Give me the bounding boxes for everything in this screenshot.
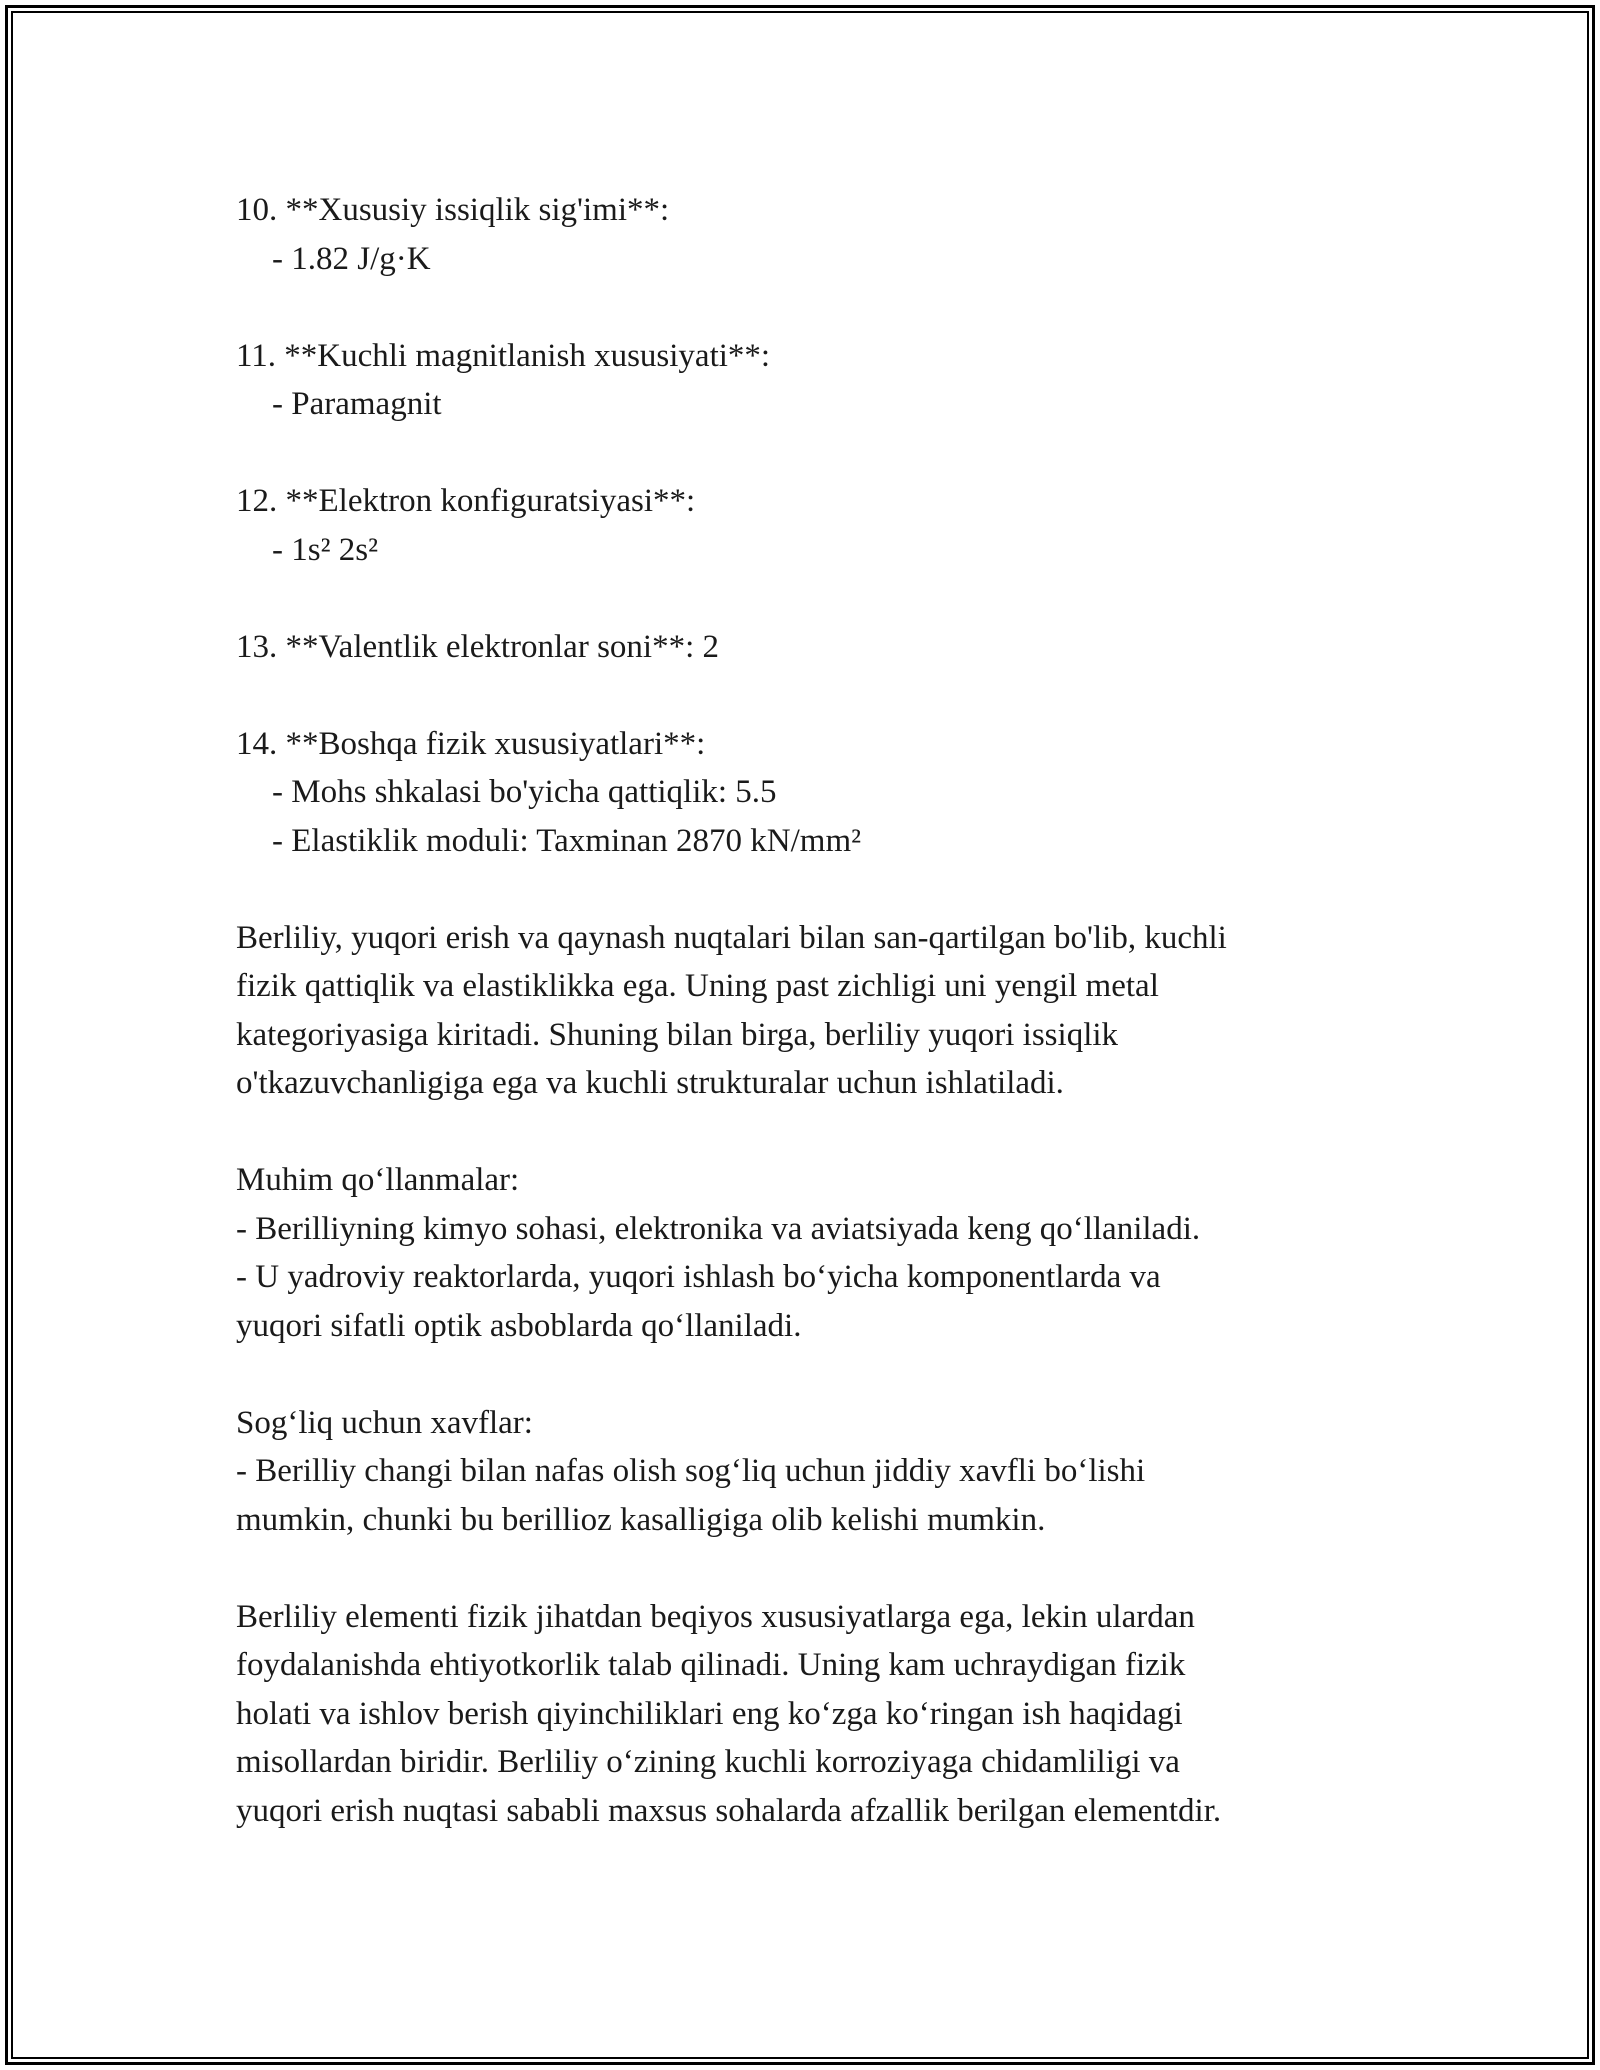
paragraph-line: fizik qattiqlik va elastiklikka ega. Uning past zichligi uni yengil metal <box>236 968 1159 1004</box>
property-heading: 13. **Valentlik elektronlar soni**: 2 <box>236 628 719 665</box>
property-detail: - Mohs shkalasi bo'yicha qattiqlik: 5.5 <box>272 774 777 810</box>
applications-section <box>236 1156 1366 1350</box>
paragraph-line: holati va ishlov berish qiyinchiliklari eng ko‘zga ko‘ringan ish haqidagi <box>236 1695 1183 1732</box>
section-line: mumkin, chunki bu berillioz kasalligiga olib kelishi mumkin. <box>236 1501 1046 1538</box>
property-item-13 <box>236 623 1366 672</box>
property-heading: 14. **Boshqa fizik xususiyatlari**: <box>236 725 706 762</box>
property-item-12 <box>236 477 1366 574</box>
summary-paragraph <box>236 914 1366 1108</box>
property-item-14 <box>236 720 1366 866</box>
paragraph-line: o'tkazuvchanligiga ega va kuchli strukturalar uchun ishlatiladi. <box>236 1065 1064 1101</box>
health-section <box>236 1399 1366 1545</box>
section-line: yuqori sifatli optik asboblarda qo‘llaniladi. <box>236 1307 802 1344</box>
paragraph-line: foydalanishda ehtiyotkorlik talab qilinadi. Uning kam uchraydigan fizik <box>236 1647 1186 1683</box>
section-title: Sog‘liq uchun xavflar: <box>236 1404 533 1441</box>
property-item-10 <box>236 186 1366 283</box>
document-body <box>236 186 1366 1835</box>
section-title: Muhim qo‘llanmalar: <box>236 1162 520 1198</box>
section-line: - Berilliyning kimyo sohasi, elektronika va aviatsiyada keng qo‘llaniladi. <box>236 1210 1201 1247</box>
paragraph-line: Berliliy, yuqori erish va qaynash nuqtalari bilan san-qartilgan bo'lib, kuchli <box>236 919 1227 956</box>
property-detail: - Elastiklik moduli: Taxminan 2870 kN/mm² <box>272 822 862 859</box>
property-detail: - 1.82 J/g·K <box>272 240 431 277</box>
paragraph-line: Berliliy elementi fizik jihatdan beqiyos xususiyatlarga ega, lekin ulardan <box>236 1598 1195 1635</box>
property-detail: - Paramagnit <box>272 386 442 422</box>
paragraph-line: yuqori erish nuqtasi sababli maxsus sohalarda afzallik berilgan elementdir. <box>236 1792 1222 1829</box>
property-detail: - 1s² 2s² <box>272 531 378 568</box>
property-heading: 11. **Kuchli magnitlanish xususiyati**: <box>236 337 771 374</box>
section-line: - U yadroviy reaktorlarda, yuqori ishlash bo‘yicha komponentlarda va <box>236 1259 1161 1295</box>
property-heading: 12. **Elektron konfiguratsiyasi**: <box>236 483 696 519</box>
section-line: - Berilliy changi bilan nafas olish sog‘liq uchun jiddiy xavfli bo‘lishi <box>236 1453 1146 1489</box>
property-heading: 10. **Xususiy issiqlik sig'imi**: <box>236 192 670 228</box>
paragraph-line: kategoriyasiga kiritadi. Shuning bilan birga, berliliy yuqori issiqlik <box>236 1016 1119 1053</box>
property-item-11 <box>236 332 1366 429</box>
conclusion-paragraph <box>236 1593 1366 1836</box>
paragraph-line: misollardan biridir. Berliliy o‘zining kuchli korroziyaga chidamliligi va <box>236 1744 1180 1780</box>
